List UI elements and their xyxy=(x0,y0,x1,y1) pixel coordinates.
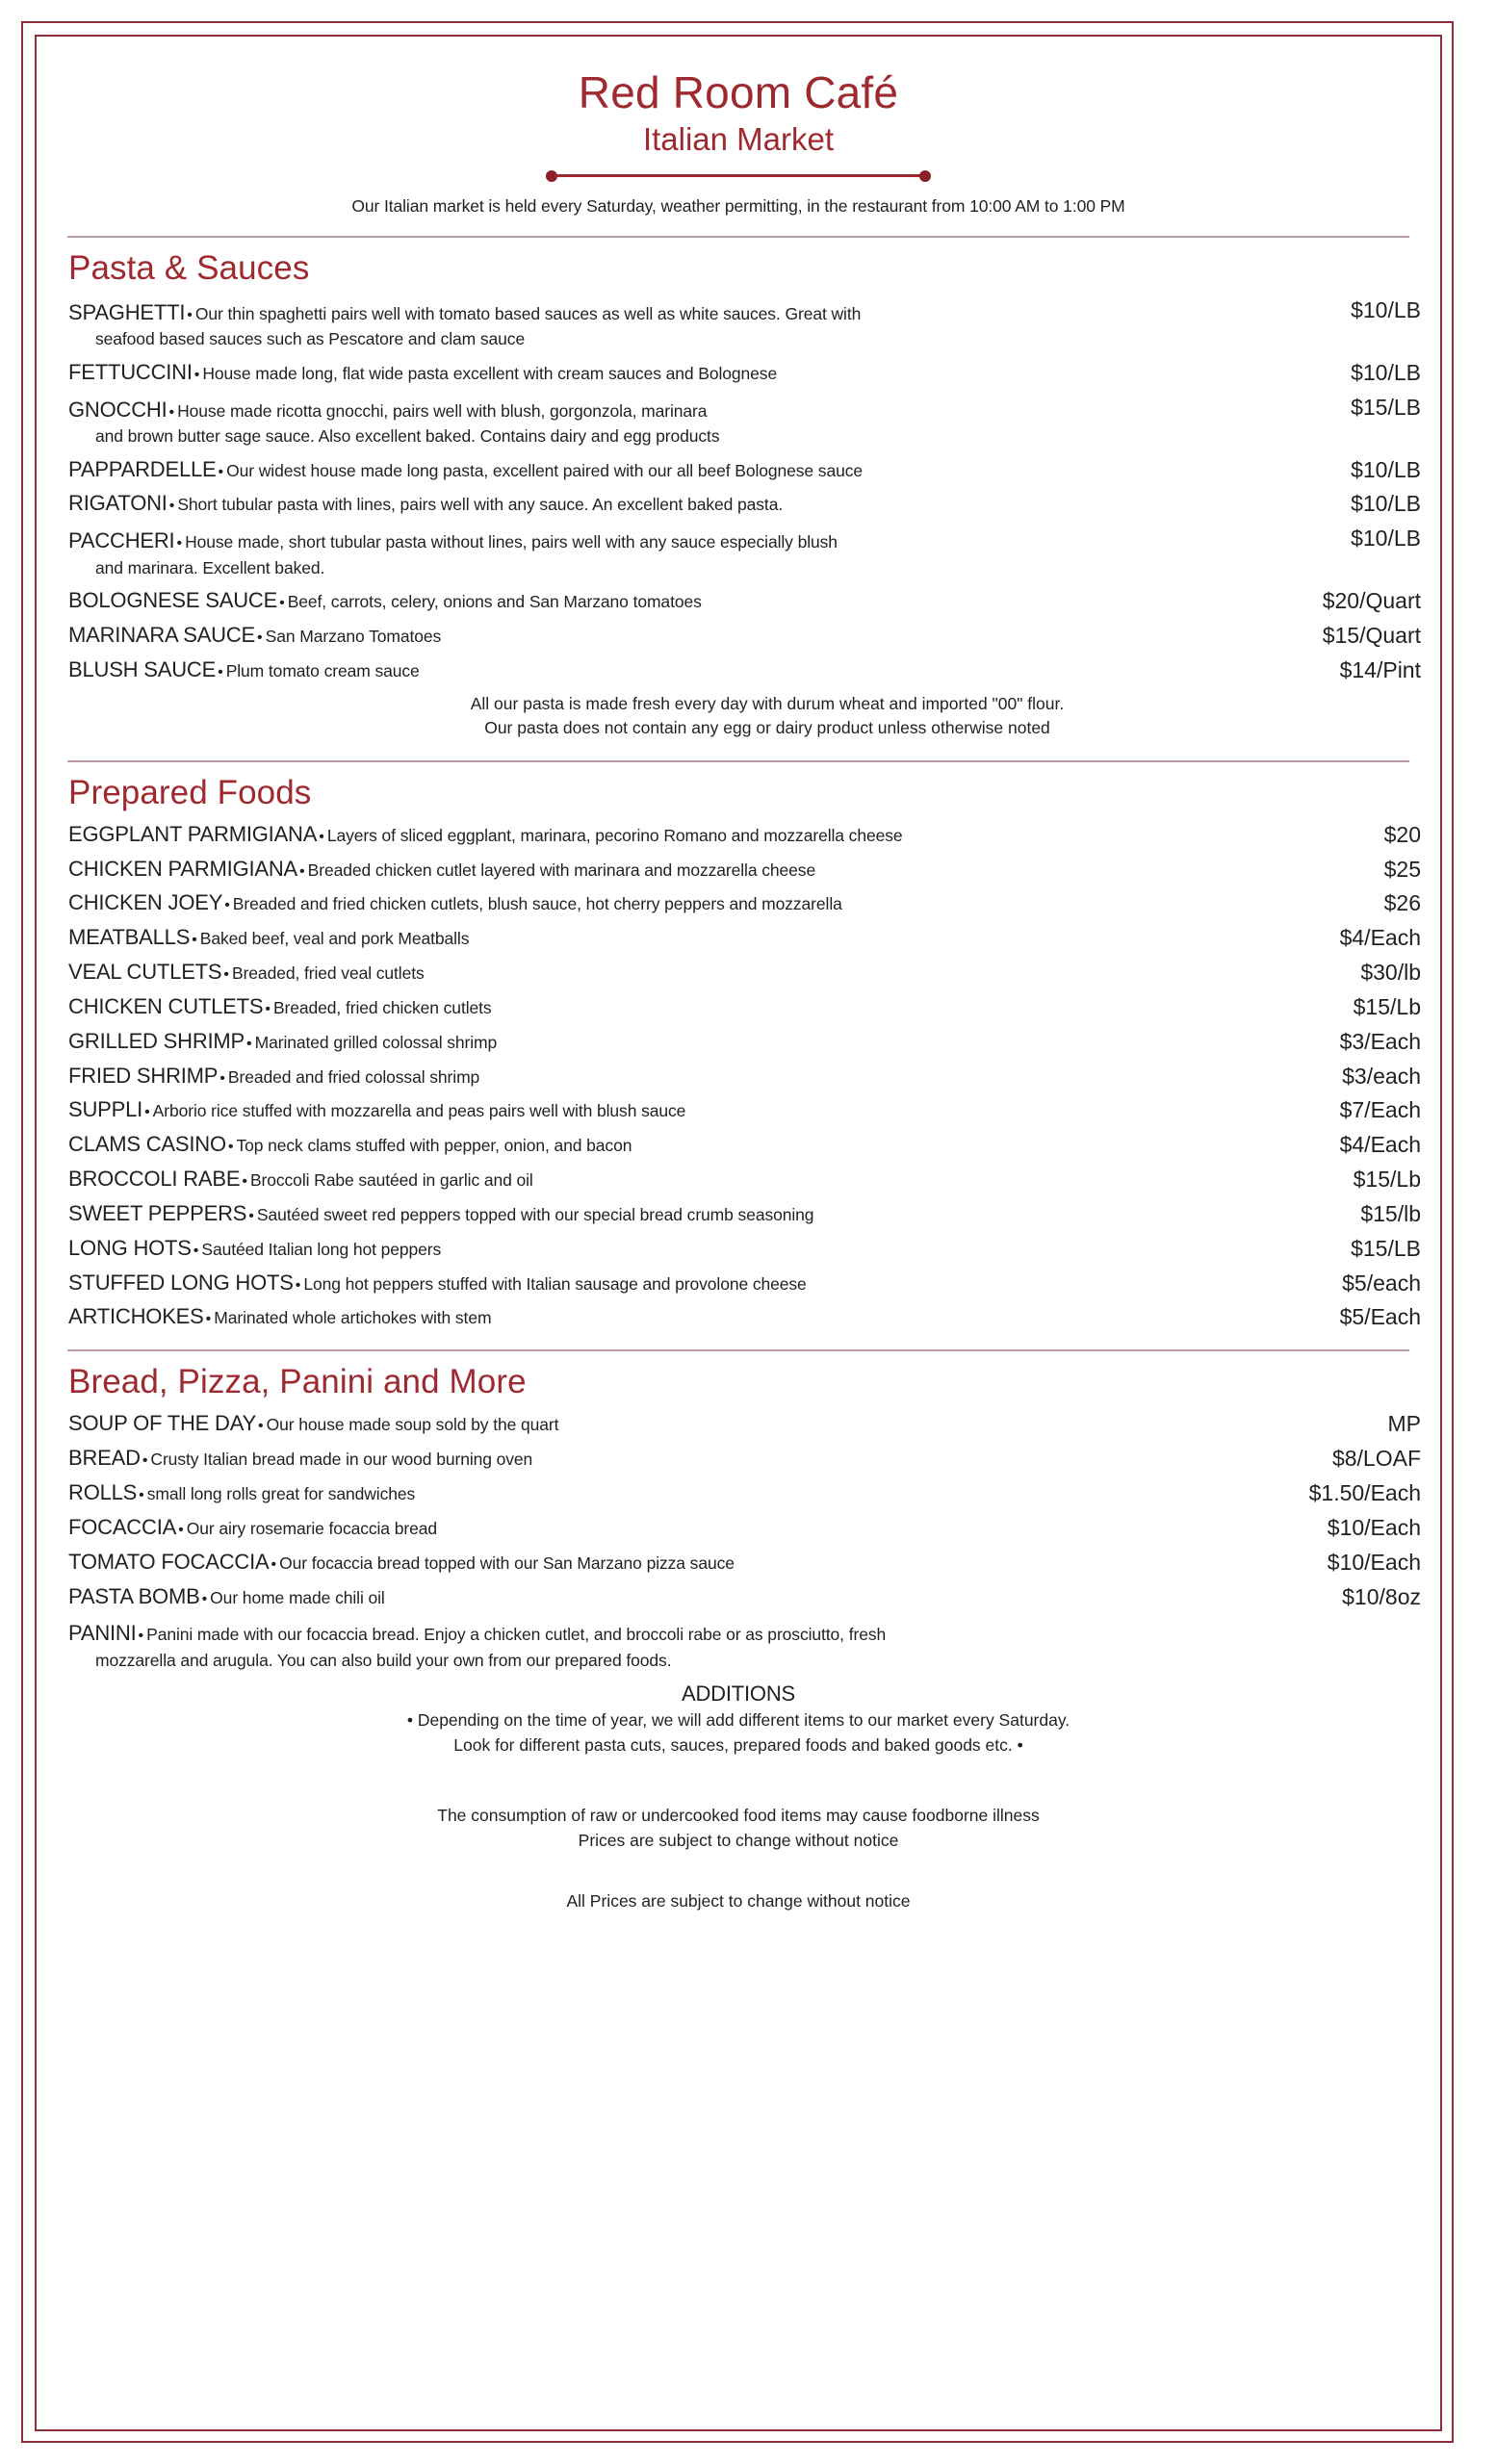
bullet-separator-icon: • xyxy=(242,1173,247,1191)
menu-item-description: Our widest house made long pasta, excellent paired with our all beef Bolognese sauce xyxy=(226,460,864,480)
menu-item-name: EGGPLANT PARMIGIANA xyxy=(68,821,318,846)
bullet-separator-icon: • xyxy=(142,1452,148,1470)
menu-item-price: $26 xyxy=(1383,890,1421,916)
bullet-separator-icon: • xyxy=(219,1069,225,1087)
menu-item-description-continued: and marinara. Excellent baked. xyxy=(95,557,325,578)
bullet-separator-icon: • xyxy=(205,1311,212,1328)
menu-item-text xyxy=(68,890,1384,916)
section-divider xyxy=(67,236,1409,238)
menu-item-price: $5/Each xyxy=(1339,1304,1421,1330)
menu-item-text xyxy=(68,360,1351,386)
menu-item-price: $10/LB xyxy=(1351,359,1421,385)
menu-item-text xyxy=(68,526,1351,579)
menu-item-text xyxy=(68,1515,1328,1541)
menu-item-description: House made ricotta gnocchi, pairs well with blush, gorgonzola, marinara xyxy=(177,400,708,421)
divider-dot-right-icon xyxy=(919,170,931,182)
menu-item-description: House made, short tubular pasta without lines, pairs well with any sauce especially blush xyxy=(185,532,838,552)
menu-item-text xyxy=(68,960,1360,986)
dotted-divider-ornament xyxy=(546,169,931,183)
menu-item-description: Baked beef, veal and pork Meatballs xyxy=(199,929,470,949)
menu-item-description: Our home made chili oil xyxy=(210,1587,385,1607)
menu-item-name: PAPPARDELLE xyxy=(68,456,217,481)
menu-item-price: $15/Lb xyxy=(1353,1167,1421,1193)
menu-item-price: $3/each xyxy=(1342,1063,1421,1089)
menu-item-price: $3/Each xyxy=(1339,1028,1421,1054)
menu-item-row xyxy=(68,1064,1421,1090)
menu-item-text xyxy=(68,1097,1340,1123)
menu-item-description: Breaded and fried colossal shrimp xyxy=(227,1066,480,1087)
legal-line-2: Prices are subject to change without notice xyxy=(578,1830,899,1850)
menu-item-price: MP xyxy=(1387,1411,1421,1437)
menu-item-name: FOCACCIA xyxy=(68,1514,177,1539)
menu-item-price: $10/LB xyxy=(1351,456,1421,482)
menu-item-text xyxy=(68,1236,1351,1262)
menu-sections xyxy=(52,236,1425,1673)
additions-line-2: Look for different pasta cuts, sauces, prepared foods and baked goods etc. • xyxy=(453,1734,1023,1755)
menu-item-price: $10/LB xyxy=(1351,491,1421,517)
menu-item-text xyxy=(68,1270,1342,1296)
menu-item-text xyxy=(68,1446,1332,1472)
menu-item-description-continued: mozzarella and arugula. You can also build your own from our prepared foods. xyxy=(95,1650,672,1670)
menu-item-price: $10/LB xyxy=(1351,526,1421,552)
menu-item-row xyxy=(68,1132,1421,1158)
menu-item-description: Marinated grilled colossal shrimp xyxy=(254,1032,498,1052)
menu-item-text xyxy=(68,1304,1340,1330)
menu-item-name: BREAD xyxy=(68,1446,141,1471)
menu-item-name: CLAMS CASINO xyxy=(68,1132,226,1157)
menu-item-price: $25 xyxy=(1383,856,1421,882)
menu-section xyxy=(52,1349,1425,1672)
menu-item-name: SPAGHETTI xyxy=(68,299,186,324)
menu-item-text xyxy=(68,1064,1342,1090)
menu-item-description: Our airy rosemarie focaccia bread xyxy=(186,1518,437,1538)
bullet-separator-icon: • xyxy=(265,1000,271,1017)
menu-section xyxy=(52,236,1425,741)
bullet-separator-icon: • xyxy=(248,1207,254,1224)
page-subtitle: Italian Market xyxy=(642,120,835,157)
bullet-separator-icon: • xyxy=(246,1035,252,1052)
section-heading: Prepared Foods xyxy=(68,773,312,811)
menu-item-list xyxy=(68,297,1421,683)
menu-item-text xyxy=(68,857,1384,883)
bullet-separator-icon: • xyxy=(223,966,229,984)
menu-item-name: MARINARA SAUCE xyxy=(68,623,256,648)
menu-item-name: PASTA BOMB xyxy=(68,1583,200,1608)
bullet-separator-icon: • xyxy=(193,366,200,383)
menu-item-name: CHICKEN JOEY xyxy=(68,890,223,915)
menu-item-description: Panini made with our focaccia bread. Enjoy a chicken cutlet, and broccoli rabe or as prosciutto, fresh xyxy=(146,1625,887,1645)
menu-item-row xyxy=(68,1550,1421,1576)
menu-item-row xyxy=(68,526,1421,579)
menu-item-description: Crusty Italian bread made in our wood burning oven xyxy=(150,1450,533,1470)
menu-item-row xyxy=(68,457,1421,483)
menu-item-text xyxy=(68,1584,1342,1610)
menu-item-price: $15/LB xyxy=(1351,1235,1421,1261)
menu-item-description: Plum tomato cream sauce xyxy=(225,661,420,681)
menu-item-row xyxy=(68,623,1421,649)
menu-item-name: PANINI xyxy=(68,1621,137,1646)
menu-item-row xyxy=(68,1236,1421,1262)
additions-title: ADDITIONS xyxy=(682,1681,795,1707)
menu-item-row xyxy=(68,1270,1421,1296)
menu-item-row xyxy=(68,822,1421,848)
bullet-separator-icon: • xyxy=(218,463,224,480)
menu-item-price: $10/8oz xyxy=(1342,1583,1421,1609)
menu-item-name: GRILLED SHRIMP xyxy=(68,1028,245,1053)
menu-item-description: Beef, carrots, celery, onions and San Marzano tomatoes xyxy=(287,592,702,612)
bullet-separator-icon: • xyxy=(193,1242,199,1259)
menu-item-text xyxy=(68,994,1354,1020)
menu-item-row xyxy=(68,1411,1421,1437)
menu-item-price: $15/lb xyxy=(1360,1200,1421,1226)
bullet-separator-icon: • xyxy=(139,1487,144,1503)
menu-item-text xyxy=(68,1029,1340,1055)
bullet-separator-icon: • xyxy=(192,932,197,949)
menu-item-price: $15/Lb xyxy=(1353,993,1421,1019)
bullet-separator-icon: • xyxy=(279,595,285,612)
bullet-separator-icon: • xyxy=(295,1276,301,1294)
bullet-separator-icon: • xyxy=(187,306,193,323)
menu-item-price: $10/LB xyxy=(1351,296,1421,322)
menu-item-description: Short tubular pasta with lines, pairs well with any sauce. An excellent baked pasta. xyxy=(177,495,784,515)
menu-item-name: SUPPLI xyxy=(68,1097,143,1122)
bullet-separator-icon: • xyxy=(257,629,263,647)
section-heading: Pasta & Sauces xyxy=(68,248,310,287)
menu-item-text xyxy=(68,588,1323,614)
menu-item-row xyxy=(68,1480,1421,1506)
menu-item-list xyxy=(68,822,1421,1331)
menu-item-price: $20/Quart xyxy=(1322,588,1421,614)
menu-item-row xyxy=(68,1446,1421,1472)
menu-item-description: San Marzano Tomatoes xyxy=(265,627,442,647)
menu-item-price: $5/each xyxy=(1342,1270,1421,1296)
menu-item-name: BOLOGNESE SAUCE xyxy=(68,588,278,613)
menu-item-row xyxy=(68,588,1421,614)
bullet-separator-icon: • xyxy=(201,1590,208,1607)
menu-item-row xyxy=(68,994,1421,1020)
menu-item-text xyxy=(68,1411,1388,1437)
menu-item-text xyxy=(68,925,1340,951)
bullet-separator-icon: • xyxy=(258,1418,264,1435)
legal-line-1: The consumption of raw or undercooked food items may cause foodborne illness xyxy=(437,1806,1040,1826)
menu-item-text xyxy=(68,1618,1421,1672)
menu-item-name: ARTICHOKES xyxy=(68,1304,204,1329)
menu-item-description: Sautéed Italian long hot peppers xyxy=(201,1239,442,1259)
bullet-separator-icon: • xyxy=(138,1628,144,1645)
menu-item-description: Long hot peppers stuffed with Italian sausage and provolone cheese xyxy=(303,1273,807,1294)
menu-item-text xyxy=(68,297,1351,351)
menu-item-price: $4/Each xyxy=(1339,1132,1421,1158)
bullet-separator-icon: • xyxy=(218,664,223,681)
menu-item-text xyxy=(68,657,1340,683)
section-footnote xyxy=(52,692,1425,741)
menu-item-text xyxy=(68,457,1351,483)
menu-item-name: SWEET PEPPERS xyxy=(68,1200,247,1225)
menu-item-name: BLUSH SAUCE xyxy=(68,657,217,682)
bullet-separator-icon: • xyxy=(168,403,175,421)
menu-item-name: ROLLS xyxy=(68,1480,138,1504)
menu-item-price: $4/Each xyxy=(1339,925,1421,951)
menu-item-description: Our thin spaghetti pairs well with tomato based sauces as well as white sauces. Great with xyxy=(194,303,862,323)
menu-item-description: Marinated whole artichokes with stem xyxy=(214,1308,492,1328)
menu-item-text xyxy=(68,1550,1328,1576)
bullet-separator-icon: • xyxy=(168,498,175,515)
market-schedule-note: Our Italian market is held every Saturday, weather permitting, in the restaurant from 10:00 AM to 1:00 PM xyxy=(351,195,1125,216)
menu-item-name: BROCCOLI RABE xyxy=(68,1167,241,1192)
bullet-separator-icon: • xyxy=(319,828,324,845)
menu-item-name: FETTUCCINI xyxy=(68,359,193,384)
bullet-separator-icon: • xyxy=(299,862,305,880)
section-footnote-line-1: All our pasta is made fresh every day with durum wheat and imported "00" flour. xyxy=(470,693,1065,713)
bullet-separator-icon: • xyxy=(176,535,183,552)
legal-line-3: All Prices are subject to change without notice xyxy=(566,1890,911,1911)
menu-item-name: FRIED SHRIMP xyxy=(68,1063,219,1088)
menu-item-description: Breaded, fried chicken cutlets xyxy=(272,997,492,1017)
menu-item-description: small long rolls great for sandwiches xyxy=(146,1484,416,1503)
menu-item-description: Top neck clams stuffed with pepper, onion, and bacon xyxy=(236,1136,632,1156)
bullet-separator-icon: • xyxy=(227,1139,234,1156)
menu-item-price: $10/Each xyxy=(1327,1549,1421,1575)
menu-item-row xyxy=(68,1029,1421,1055)
menu-item-price: $15/Quart xyxy=(1322,623,1421,649)
menu-item-name: CHICKEN PARMIGIANA xyxy=(68,856,298,881)
page-title: Red Room Café xyxy=(578,67,899,117)
menu-item-name: SOUP OF THE DAY xyxy=(68,1411,257,1436)
menu-item-text xyxy=(68,491,1351,517)
menu-item-description: Our house made soup sold by the quart xyxy=(266,1415,559,1435)
menu-item-description: House made long, flat wide pasta excellent with cream sauces and Bolognese xyxy=(202,363,778,383)
menu-page xyxy=(35,35,1442,2431)
menu-item-row xyxy=(68,925,1421,951)
divider-bar xyxy=(555,174,922,177)
menu-item-price: $14/Pint xyxy=(1339,657,1421,683)
menu-item-row xyxy=(68,491,1421,517)
menu-item-text xyxy=(68,395,1351,449)
menu-item-description: Breaded and fried chicken cutlets, blush sauce, hot cherry peppers and mozzarella xyxy=(232,894,842,914)
menu-item-text xyxy=(68,623,1323,649)
menu-item-row xyxy=(68,890,1421,916)
menu-item-name: MEATBALLS xyxy=(68,925,191,950)
menu-item-text xyxy=(68,1132,1340,1158)
menu-item-name: CHICKEN CUTLETS xyxy=(68,993,264,1018)
menu-item-price: $8/LOAF xyxy=(1331,1446,1421,1472)
section-footnote-line-2: Our pasta does not contain any egg or dairy product unless otherwise noted xyxy=(484,718,1050,738)
menu-item-price: $7/Each xyxy=(1339,1097,1421,1123)
section-divider xyxy=(67,760,1409,762)
bullet-separator-icon: • xyxy=(144,1104,150,1121)
menu-item-description: Breaded, fried veal cutlets xyxy=(232,963,425,984)
menu-item-description-continued: and brown butter sage sauce. Also excellent baked. Contains dairy and egg products xyxy=(95,425,720,446)
menu-item-description: Arborio rice stuffed with mozzarella and peas pairs well with blush sauce xyxy=(152,1101,686,1121)
menu-item-description: Breaded chicken cutlet layered with marinara and mozzarella cheese xyxy=(307,860,816,880)
menu-item-text xyxy=(68,1167,1354,1193)
menu-item-row xyxy=(68,1584,1421,1610)
menu-item-description: Layers of sliced eggplant, marinara, pecorino Romano and mozzarella cheese xyxy=(326,825,903,845)
menu-item-price: $20 xyxy=(1383,821,1421,847)
menu-item-name: PACCHERI xyxy=(68,528,175,553)
menu-item-row xyxy=(68,1167,1421,1193)
menu-item-row xyxy=(68,1097,1421,1123)
menu-item-name: GNOCCHI xyxy=(68,397,168,422)
menu-item-price: $15/LB xyxy=(1351,394,1421,420)
menu-item-row xyxy=(68,360,1421,386)
menu-item-price: $30/lb xyxy=(1360,960,1421,986)
masthead xyxy=(52,69,1425,217)
menu-item-row xyxy=(68,297,1421,351)
menu-item-row xyxy=(68,960,1421,986)
menu-item-text xyxy=(68,1201,1360,1227)
menu-item-row xyxy=(68,657,1421,683)
menu-item-text xyxy=(68,822,1384,848)
menu-item-description: Broccoli Rabe sautéed in garlic and oil xyxy=(249,1170,533,1191)
menu-item-price: $10/Each xyxy=(1327,1514,1421,1540)
menu-item-price: $1.50/Each xyxy=(1308,1480,1421,1505)
bullet-separator-icon: • xyxy=(178,1521,184,1538)
menu-item-row xyxy=(68,395,1421,449)
menu-item-row xyxy=(68,1515,1421,1541)
menu-item-row xyxy=(68,1304,1421,1330)
menu-item-text xyxy=(68,1480,1309,1506)
menu-item-name: TOMATO FOCACCIA xyxy=(68,1549,270,1574)
additions-line-1: • Depending on the time of year, we will add different items to our market every Saturday. xyxy=(406,1710,1070,1731)
menu-item-name: LONG HOTS xyxy=(68,1235,192,1260)
menu-item-name: RIGATONI xyxy=(68,491,168,516)
menu-item-name: STUFFED LONG HOTS xyxy=(68,1270,294,1295)
menu-item-row xyxy=(68,1618,1421,1672)
menu-item-row xyxy=(68,857,1421,883)
bullet-separator-icon: • xyxy=(224,897,230,914)
additions-body xyxy=(52,1708,1425,1758)
menu-item-list xyxy=(68,1411,1421,1672)
menu-item-description-continued: seafood based sauces such as Pescatore and clam sauce xyxy=(95,328,526,348)
section-divider xyxy=(67,1349,1409,1351)
menu-item-description: Our focaccia bread topped with our San Marzano pizza sauce xyxy=(279,1553,735,1573)
section-heading: Bread, Pizza, Panini and More xyxy=(68,1363,527,1401)
legal-disclaimer xyxy=(52,1804,1425,1853)
bullet-separator-icon: • xyxy=(271,1555,277,1573)
menu-item-row xyxy=(68,1201,1421,1227)
menu-item-description: Sautéed sweet red peppers topped with our special bread crumb seasoning xyxy=(256,1204,814,1224)
menu-section xyxy=(52,760,1425,1331)
menu-item-name: VEAL CUTLETS xyxy=(68,960,222,985)
